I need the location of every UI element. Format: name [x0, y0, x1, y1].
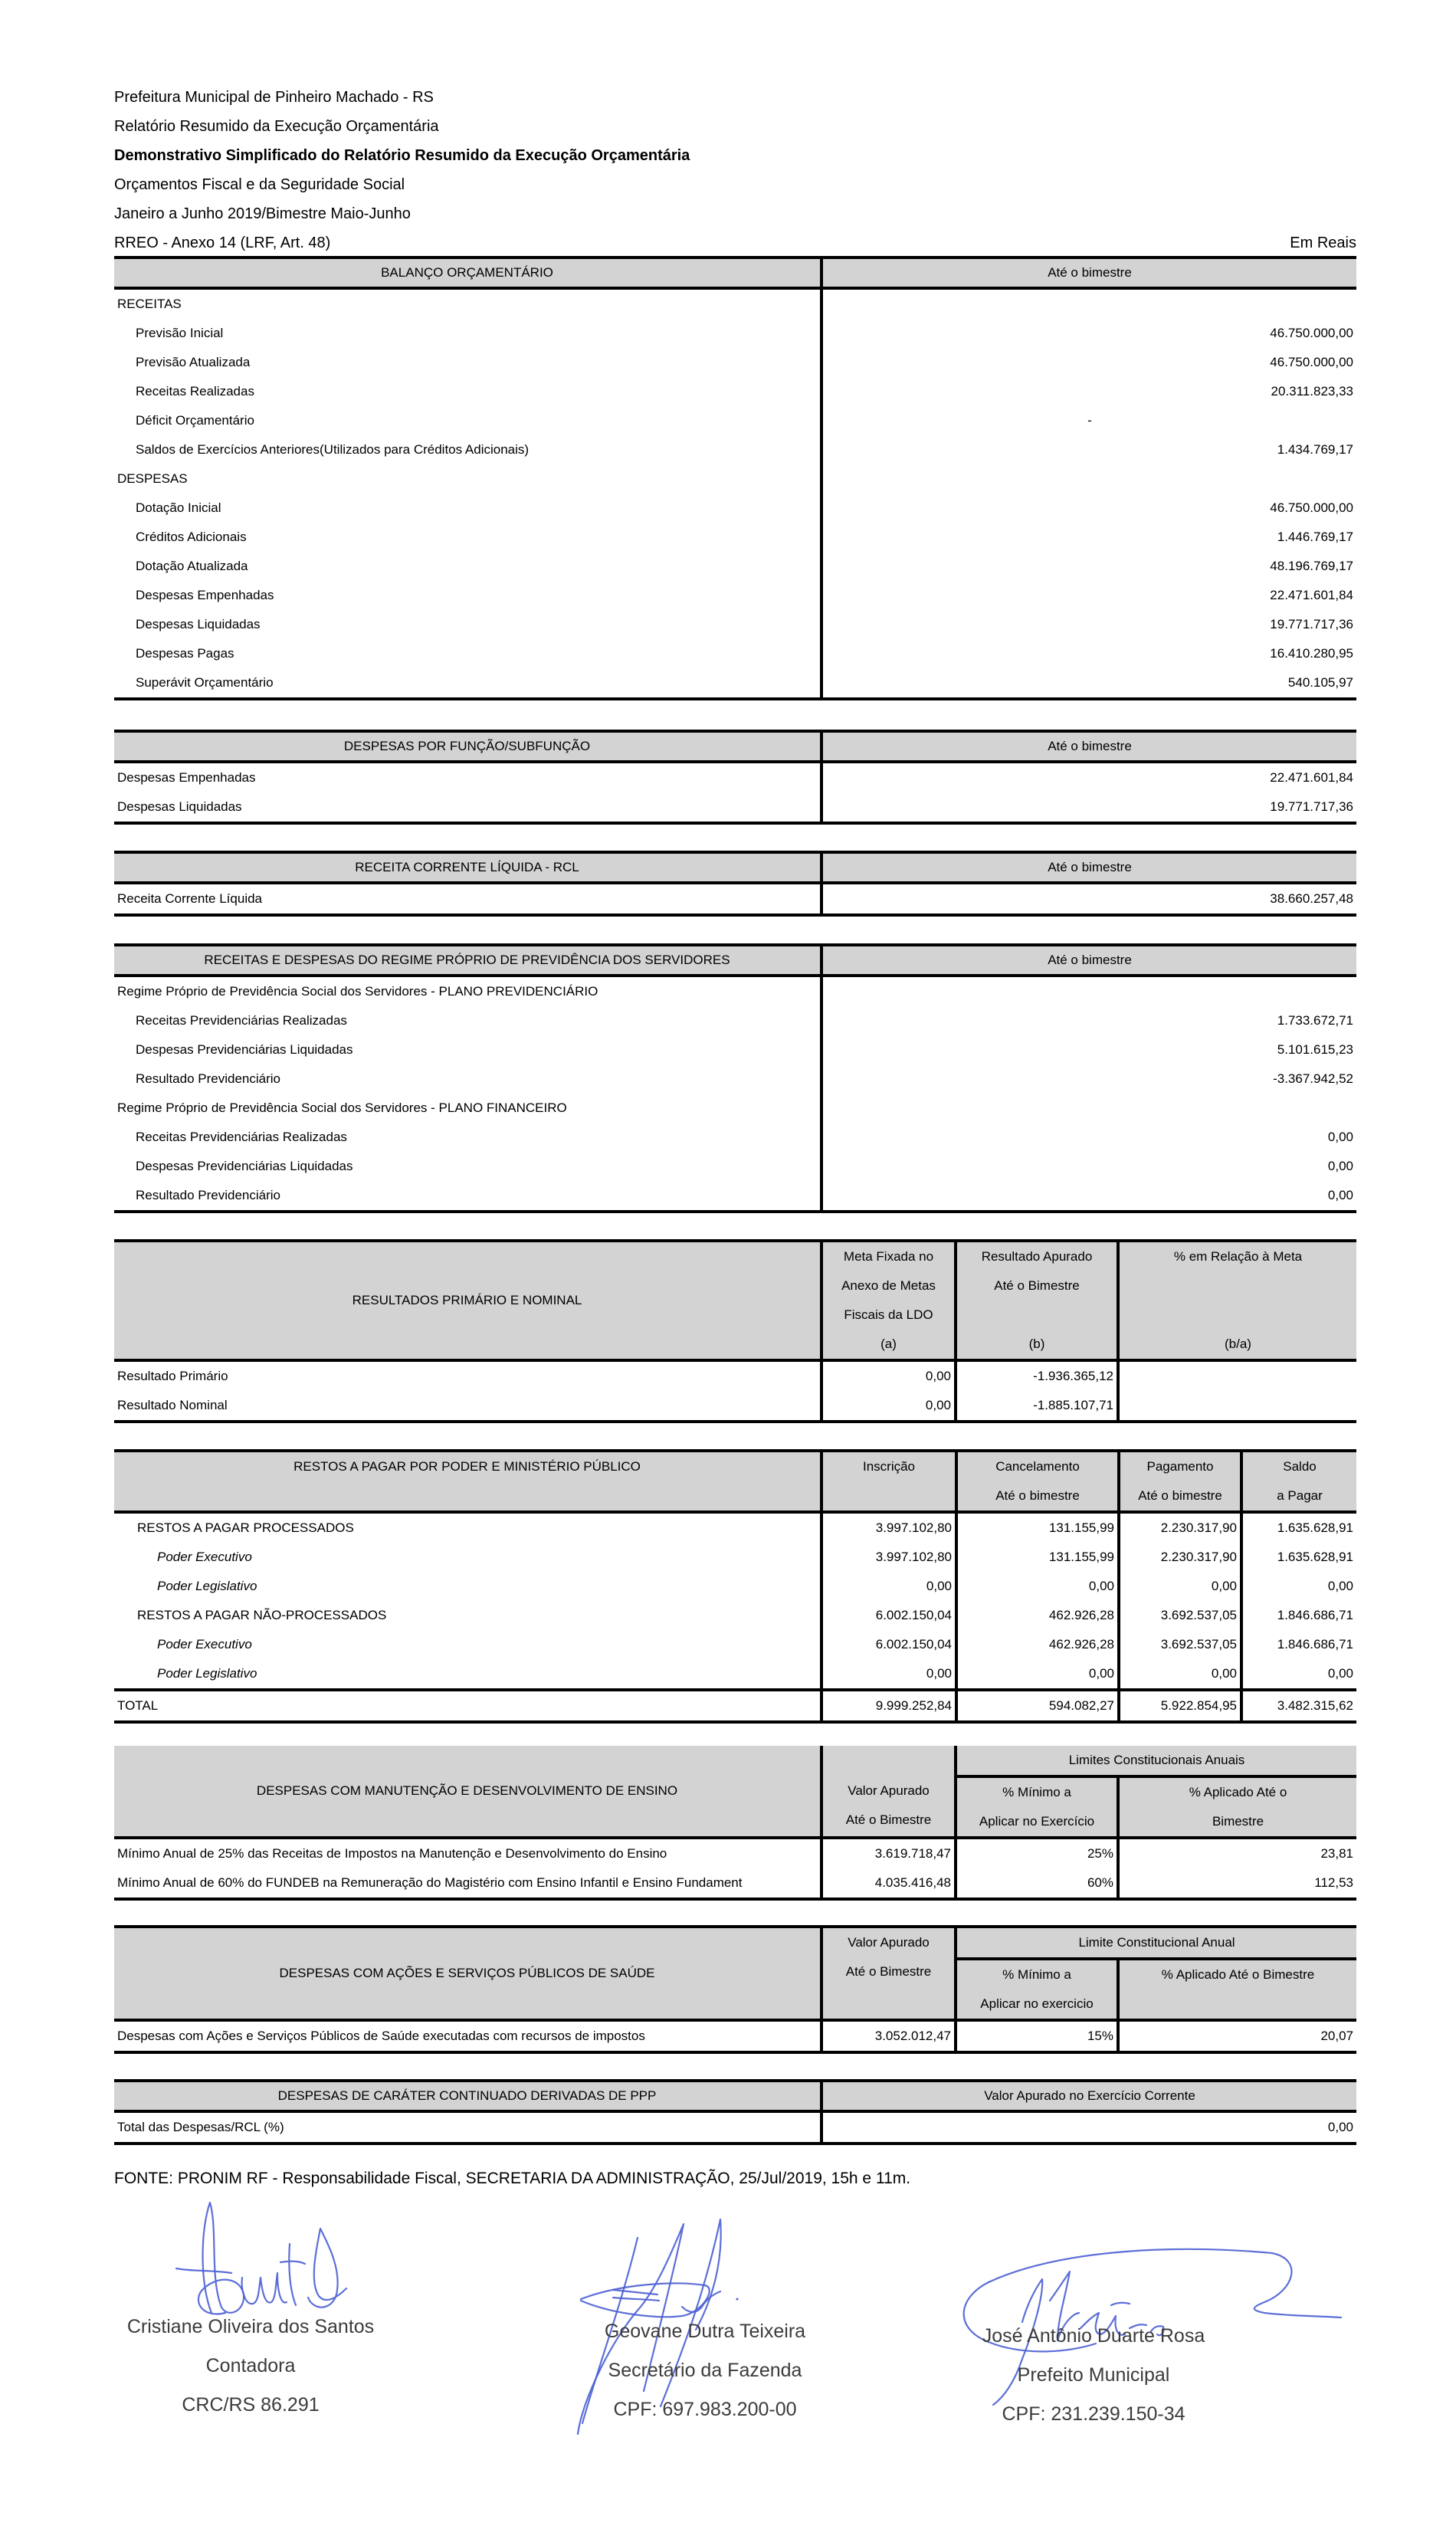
budget-scope: Orçamentos Fiscal e da Seguridade Social [114, 176, 405, 193]
row-value: 0,00 [820, 1152, 1356, 1181]
column-group-limites: Limites Constitucionais Anuais [954, 1746, 1356, 1778]
row-label: Despesas Pagas [136, 646, 234, 661]
inscricao-total: 9.999.252,84 [820, 1691, 955, 1724]
inscricao-value: 6.002.150,04 [820, 1601, 955, 1630]
header-line: Inscrição [862, 1459, 916, 1474]
row-label: Poder Executivo [157, 1550, 252, 1564]
saldo-value: 0,00 [1240, 1659, 1356, 1691]
column-header-valor [820, 1925, 954, 2022]
column-header-meta [820, 1239, 954, 1362]
signatory-block [513, 2312, 897, 2429]
row-label: Resultado Previdenciário [136, 1071, 280, 1086]
row-value: 48.196.769,17 [820, 552, 1356, 581]
row-label: Mínimo Anual de 60% do FUNDEB na Remuneração do Magistério com Ensino Infantil e Ensino Fundament [114, 1868, 820, 1901]
cancelamento-value: 462.926,28 [955, 1630, 1117, 1659]
row-label: Déficit Orçamentário [136, 413, 254, 428]
rpps-table [114, 943, 1356, 1213]
table-row [114, 1514, 1356, 1543]
saldo-value: 1.635.628,91 [1240, 1514, 1356, 1543]
aplicado-value: 23,81 [1117, 1839, 1356, 1868]
table-row [114, 348, 1356, 377]
table-title: BALANÇO ORÇAMENTÁRIO [114, 256, 820, 290]
valor-value: 3.619.718,47 [820, 1839, 954, 1868]
header-line: RESTOS A PAGAR POR PODER E MINISTÉRIO PÚBLICO [293, 1459, 641, 1474]
balanco-orcamentario-table [114, 256, 1356, 700]
header-line: Fiscais da LDO [844, 1307, 933, 1322]
signatory-id: CPF: 231.239.150-34 [1002, 2403, 1185, 2425]
row-label: Créditos Adicionais [136, 530, 247, 544]
row-label: Despesas Liquidadas [136, 617, 261, 631]
signatory-id: CRC/RS 86.291 [182, 2394, 320, 2416]
row-value: -3.367.942,52 [820, 1064, 1356, 1094]
saldo-total: 3.482.315,62 [1240, 1691, 1356, 1724]
row-label: Despesas com Ações e Serviços Públicos de Saúde executadas com recursos de impostos [114, 2022, 820, 2054]
section-label: RESTOS A PAGAR PROCESSADOS [137, 1520, 354, 1535]
report-name: Relatório Resumido da Execução Orçamentária [114, 118, 439, 135]
row-label: Poder Legislativo [114, 1659, 820, 1691]
header-line: Valor Apurado [848, 1783, 930, 1798]
municipality-name: Prefeitura Municipal de Pinheiro Machado - RS [114, 89, 434, 106]
header-line: Até o Bimestre [994, 1278, 1080, 1293]
header-line: % em Relação à Meta [1173, 1249, 1303, 1264]
table-row [114, 581, 1356, 610]
row-label: Despesas Previdenciárias Liquidadas [136, 1159, 353, 1173]
row-value: 19.771.717,36 [820, 792, 1356, 825]
row-value: 19.771.717,36 [820, 610, 1356, 639]
table-row [114, 639, 1356, 668]
row-value: 22.471.601,84 [820, 763, 1356, 792]
table-row [114, 435, 1356, 464]
aplicado-value: 112,53 [1117, 1868, 1356, 1901]
header-line: Até o Bimestre [845, 1812, 932, 1827]
table-row [114, 494, 1356, 523]
header-line: Valor Apurado [848, 1935, 930, 1950]
row-label: Previsão Atualizada [136, 355, 251, 369]
row-value: 1.733.672,71 [820, 1006, 1356, 1035]
cancelamento-value: 131.155,99 [955, 1514, 1117, 1543]
row-label: Despesas Empenhadas [117, 770, 256, 785]
column-header: Valor Apurado no Exercício Corrente [820, 2079, 1356, 2113]
header-line [960, 1301, 1113, 1330]
resultado-value: -1.885.107,71 [954, 1391, 1117, 1423]
row-value [820, 290, 1356, 319]
table-row [114, 1181, 1356, 1213]
minimo-value: 60% [954, 1868, 1117, 1901]
cancelamento-value: 0,00 [955, 1572, 1117, 1601]
header-line: Até o Bimestre [845, 1964, 932, 1979]
row-value: 5.101.615,23 [820, 1035, 1356, 1064]
row-value: 46.750.000,00 [820, 494, 1356, 523]
row-label: Mínimo Anual de 25% das Receitas de Impostos na Manutenção e Desenvolvimento do Ensino [117, 1846, 667, 1861]
table-row [114, 319, 1356, 348]
meta-value: 0,00 [820, 1391, 954, 1423]
percent-value [1117, 1362, 1356, 1391]
table-row [114, 377, 1356, 406]
row-label: Saldos de Exercícios Anteriores(Utilizados para Créditos Adicionais) [136, 442, 530, 457]
table-row [114, 977, 1356, 1006]
table-row [114, 1543, 1356, 1572]
column-header-minimo: % Mínimo a [954, 1778, 1117, 1807]
table-row [114, 406, 1356, 435]
row-label: Receitas Realizadas [136, 384, 254, 399]
table-row [114, 1868, 1356, 1901]
column-header: Até o bimestre [820, 943, 1356, 977]
header-line: (b) [1028, 1337, 1045, 1351]
signatory-name: Geovane Dutra Teixeira [604, 2321, 806, 2342]
table-row [114, 290, 1356, 319]
row-label: Despesas Empenhadas [136, 588, 274, 602]
table-row [114, 1064, 1356, 1094]
table-row [114, 1362, 1356, 1391]
row-value: 0,00 [820, 2113, 1356, 2145]
header-line: Até o bimestre [1138, 1488, 1222, 1503]
table-row [114, 2113, 1356, 2145]
pagamento-value: 0,00 [1117, 1659, 1240, 1691]
saldo-value: 1.846.686,71 [1240, 1601, 1356, 1630]
table-row [114, 884, 1356, 917]
table-header-row [114, 256, 1356, 290]
row-value: 38.660.257,48 [820, 884, 1356, 917]
column-header-aplicado-line2: Bimestre [1117, 1807, 1356, 1839]
inscricao-value: 3.997.102,80 [820, 1514, 955, 1543]
table-row [114, 610, 1356, 639]
ppp-table [114, 2079, 1356, 2145]
row-label: Despesas Liquidadas [114, 792, 820, 825]
column-header-minimo: % Mínimo a [954, 1960, 1117, 1989]
page-title: Demonstrativo Simplificado do Relatório Resumido da Execução Orçamentária [114, 147, 690, 164]
table-header-row [114, 943, 1356, 977]
inscricao-value: 0,00 [820, 1659, 955, 1691]
table-title: DESPESAS DE CARÁTER CONTINUADO DERIVADAS DE PPP [114, 2079, 820, 2113]
table-row [114, 1601, 1356, 1630]
header-line: Cancelamento [995, 1459, 1080, 1474]
header-line: (a) [880, 1337, 897, 1351]
cancelamento-value: 131.155,99 [955, 1543, 1117, 1572]
row-label: Receita Corrente Líquida [114, 884, 820, 917]
column-header: Até o bimestre [820, 730, 1356, 763]
rcl-table [114, 851, 1356, 917]
header-line: Resultado Apurado [981, 1249, 1093, 1264]
row-value [820, 977, 1356, 1006]
column-group-limite: Limite Constitucional Anual [954, 1925, 1356, 1960]
row-label: Resultado Previdenciário [114, 1181, 820, 1213]
row-value: 0,00 [820, 1181, 1356, 1213]
valor-value: 3.052.012,47 [820, 2022, 954, 2054]
table-header-row [114, 2079, 1356, 2113]
row-value: 16.410.280,95 [820, 639, 1356, 668]
pagamento-value: 2.230.317,90 [1117, 1543, 1240, 1572]
row-label: Poder Legislativo [157, 1579, 257, 1593]
table-header-row [114, 851, 1356, 884]
header-line: Pagamento [1146, 1459, 1214, 1474]
restos-a-pagar-table [114, 1449, 1356, 1724]
row-label: Previsão Inicial [136, 326, 224, 340]
section-label: DESPESAS [117, 471, 188, 486]
column-header-minimo-line2: Aplicar no exercicio [954, 1989, 1117, 2022]
table-row [114, 668, 1356, 700]
row-value: 0,00 [820, 1123, 1356, 1152]
resultados-table [114, 1239, 1356, 1423]
saldo-value: 1.846.686,71 [1240, 1630, 1356, 1659]
report-header [114, 83, 690, 257]
row-label: Resultado Primário [117, 1369, 228, 1383]
header-line: Até o bimestre [995, 1488, 1080, 1503]
table-row [114, 1572, 1356, 1601]
inscricao-value: 6.002.150,04 [820, 1630, 955, 1659]
cancelamento-total: 594.082,27 [955, 1691, 1117, 1724]
row-value: 46.750.000,00 [820, 348, 1356, 377]
row-label: Receitas Previdenciárias Realizadas [136, 1013, 347, 1028]
table-title [114, 1449, 820, 1514]
row-value: 20.311.823,33 [820, 377, 1356, 406]
valor-value: 4.035.416,48 [820, 1868, 954, 1901]
table-title: DESPESAS POR FUNÇÃO/SUBFUNÇÃO [114, 730, 820, 763]
currency-unit: Em Reais [1290, 235, 1356, 251]
row-label: Despesas Previdenciárias Liquidadas [136, 1042, 353, 1057]
inscricao-value: 0,00 [820, 1572, 955, 1601]
section-label: Regime Próprio de Previdência Social dos Servidores - PLANO PREVIDENCIÁRIO [117, 984, 598, 999]
pagamento-value: 3.692.537,05 [1117, 1601, 1240, 1630]
column-header: Até o bimestre [820, 256, 1356, 290]
table-row [114, 1659, 1356, 1691]
row-value: 46.750.000,00 [820, 319, 1356, 348]
column-header-valor [820, 1746, 954, 1839]
row-label: Receitas Previdenciárias Realizadas [136, 1130, 347, 1144]
pagamento-value: 0,00 [1117, 1572, 1240, 1601]
signatory-id: CPF: 697.983.200-00 [613, 2399, 797, 2420]
table-title: DESPESAS COM MANUTENÇÃO E DESENVOLVIMENTO DE ENSINO [114, 1746, 820, 1839]
table-header-row [114, 1925, 1356, 1960]
cancelamento-value: 0,00 [955, 1659, 1117, 1691]
signatory-block [59, 2308, 442, 2425]
row-value: 540.105,97 [820, 668, 1356, 700]
row-value: 1.434.769,17 [820, 435, 1356, 464]
aplicado-value: 20,07 [1117, 2022, 1356, 2054]
table-title: RECEITAS E DESPESAS DO REGIME PRÓPRIO DE PREVIDÊNCIA DOS SERVIDORES [114, 943, 820, 977]
header-line: Saldo [1283, 1459, 1317, 1474]
table-header-row [114, 1449, 1356, 1514]
despesas-funcao-table [114, 730, 1356, 825]
header-line: Meta Fixada no [843, 1249, 934, 1264]
total-row [114, 1691, 1356, 1724]
signatory-name: José Antônio Duarte Rosa [982, 2325, 1205, 2347]
row-label: Total das Despesas/RCL (%) [114, 2113, 820, 2145]
saude-table [114, 1925, 1356, 2054]
table-row [114, 1630, 1356, 1659]
header-line: a Pagar [1277, 1488, 1323, 1503]
column-header-aplicado: % Aplicado Até o [1117, 1778, 1356, 1807]
table-title: RECEITA CORRENTE LÍQUIDA - RCL [114, 851, 820, 884]
table-title: DESPESAS COM AÇÕES E SERVIÇOS PÚBLICOS DE SAÚDE [114, 1925, 820, 2022]
signatory-role: Secretário da Fazenda [608, 2360, 802, 2381]
saldo-value: 0,00 [1240, 1572, 1356, 1601]
row-label: Dotação Atualizada [136, 559, 248, 573]
column-header: Até o bimestre [820, 851, 1356, 884]
table-row [114, 1839, 1356, 1868]
column-header-cancelamento [955, 1449, 1117, 1514]
ensino-table [114, 1746, 1356, 1901]
report-period: Janeiro a Junho 2019/Bimestre Maio-Junho [114, 205, 411, 222]
row-value: 1.446.769,17 [820, 523, 1356, 552]
saldo-value: 1.635.628,91 [1240, 1543, 1356, 1572]
column-header-minimo-line2: Aplicar no Exercício [954, 1807, 1117, 1839]
annex-reference: RREO - Anexo 14 (LRF, Art. 48) [114, 235, 331, 251]
column-header-percent [1117, 1239, 1356, 1362]
table-row [114, 1123, 1356, 1152]
table-row [114, 1006, 1356, 1035]
section-label: RECEITAS [117, 297, 182, 311]
table-row [114, 1152, 1356, 1181]
inscricao-value: 3.997.102,80 [820, 1543, 955, 1572]
header-line [826, 1481, 952, 1511]
row-value: - [820, 406, 1356, 435]
row-label: Superávit Orçamentário [114, 668, 820, 700]
row-label: Poder Executivo [157, 1637, 252, 1652]
source-note: FONTE: PRONIM RF - Responsabilidade Fiscal, SECRETARIA DA ADMINISTRAÇÃO, 25/Jul/2019, 15h e 11m. [114, 2170, 911, 2187]
percent-value [1117, 1391, 1356, 1423]
column-header-resultado [954, 1239, 1117, 1362]
table-row [114, 552, 1356, 581]
minimo-value: 25% [954, 1839, 1117, 1868]
table-row [114, 1094, 1356, 1123]
table-header-row [114, 1239, 1356, 1362]
minimo-value: 15% [954, 2022, 1117, 2054]
table-title: RESULTADOS PRIMÁRIO E NOMINAL [114, 1239, 820, 1362]
header-line [1123, 1301, 1353, 1330]
resultado-value: -1.936.365,12 [954, 1362, 1117, 1391]
column-header-aplicado: % Aplicado Até o Bimestre [1117, 1960, 1356, 2022]
row-value: 22.471.601,84 [820, 581, 1356, 610]
cancelamento-value: 462.926,28 [955, 1601, 1117, 1630]
table-row [114, 464, 1356, 494]
column-header-inscricao [820, 1449, 955, 1514]
header-line: (b/a) [1225, 1337, 1251, 1351]
total-label: TOTAL [114, 1691, 820, 1724]
table-row [114, 1035, 1356, 1064]
row-value [820, 464, 1356, 494]
pagamento-total: 5.922.854,95 [1117, 1691, 1240, 1724]
signatory-block [902, 2317, 1285, 2434]
section-label: Regime Próprio de Previdência Social dos Servidores - PLANO FINANCEIRO [117, 1100, 567, 1115]
pagamento-value: 3.692.537,05 [1117, 1630, 1240, 1659]
signatory-role: Prefeito Municipal [1017, 2364, 1170, 2386]
pagamento-value: 2.230.317,90 [1117, 1514, 1240, 1543]
header-line: Anexo de Metas [841, 1278, 936, 1293]
header-line [1123, 1271, 1353, 1301]
section-label: RESTOS A PAGAR NÃO-PROCESSADOS [137, 1608, 387, 1622]
table-row [114, 523, 1356, 552]
table-header-row [114, 1746, 1356, 1778]
signatory-name: Cristiane Oliveira dos Santos [126, 2316, 375, 2337]
row-label: Resultado Nominal [114, 1391, 820, 1423]
table-row [114, 2022, 1356, 2054]
column-header-pagamento [1117, 1449, 1240, 1514]
row-label: Dotação Inicial [136, 500, 221, 515]
table-row [114, 763, 1356, 792]
table-row [114, 1391, 1356, 1423]
meta-value: 0,00 [820, 1362, 954, 1391]
table-header-row [114, 730, 1356, 763]
table-row [114, 792, 1356, 825]
row-value [820, 1094, 1356, 1123]
column-header-saldo [1240, 1449, 1356, 1514]
signatory-role: Contadora [205, 2355, 296, 2376]
